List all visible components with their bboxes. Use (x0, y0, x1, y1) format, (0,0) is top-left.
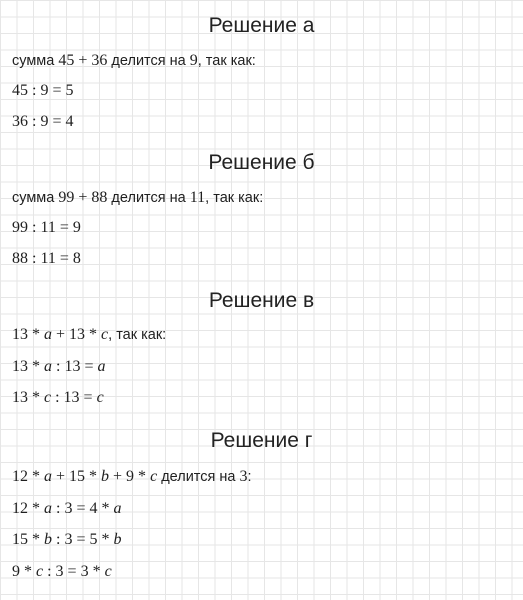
solution-line (12, 563, 112, 581)
line-text: сумма (12, 190, 59, 206)
math-variable: a (113, 500, 122, 517)
section-title-g: Решение г (210, 429, 313, 452)
math-text: + 9 * (109, 468, 151, 485)
math-variable: b (44, 531, 52, 548)
solution-line (12, 468, 252, 486)
section-title-b: Решение б (208, 151, 315, 174)
math-expression: 99 : 11 = 9 (12, 219, 81, 236)
math-number: 11 (189, 189, 206, 206)
math-variable: c (36, 563, 44, 580)
line-text: , так как: (197, 53, 256, 69)
math-text: 15 * (12, 531, 44, 548)
math-number: 3 (239, 468, 248, 485)
math-text: : 3 = 4 * (52, 500, 114, 517)
solution-line (12, 219, 81, 237)
solution-line (12, 389, 104, 407)
line-text: , так как: (108, 327, 167, 343)
math-text: 9 * (12, 563, 36, 580)
math-variable: c (150, 468, 158, 485)
line-text: делится на (107, 190, 190, 206)
math-text: : 13 = (52, 358, 98, 375)
math-expression: 45 : 9 = 5 (12, 82, 74, 99)
math-variable: a (97, 358, 106, 375)
math-variable: b (113, 531, 122, 548)
solution-line (12, 113, 73, 131)
solution-line (12, 82, 73, 100)
math-expression: 45 + 36 (58, 52, 108, 69)
solution-line (12, 189, 263, 207)
solution-line (12, 326, 166, 344)
math-variable: a (44, 468, 52, 485)
math-text: 12 * (12, 500, 44, 517)
line-text: делится на (157, 469, 240, 485)
math-variable: c (96, 389, 104, 406)
math-text: : 3 = 3 * (43, 563, 105, 580)
math-text: 13 * (12, 326, 44, 343)
math-variable: c (44, 389, 52, 406)
math-text: + 13 * (52, 326, 102, 343)
line-text: делится на (107, 53, 190, 69)
math-text: : 13 = (51, 389, 97, 406)
math-text: 13 * (12, 358, 44, 375)
math-number: 9 (189, 52, 198, 69)
solution-line (12, 500, 121, 518)
solution-line (12, 358, 105, 376)
line-text: сумма (12, 53, 59, 69)
math-variable: a (44, 358, 52, 375)
section-title-v: Решение в (208, 289, 315, 312)
math-variable: a (44, 500, 52, 517)
section-title-a: Решение а (208, 14, 315, 37)
math-variable: a (44, 326, 52, 343)
math-variable: c (104, 563, 112, 580)
solution-line (12, 531, 121, 549)
solution-line (12, 52, 256, 70)
line-text: : (247, 469, 252, 485)
math-text: 13 * (12, 389, 44, 406)
math-expression: 88 : 11 = 8 (12, 250, 81, 267)
math-text: : 3 = 5 * (52, 531, 114, 548)
math-variable: b (101, 468, 110, 485)
line-text: , так как: (205, 190, 264, 206)
solution-line (12, 250, 81, 268)
math-text: 12 * (12, 468, 44, 485)
math-text: + 15 * (52, 468, 102, 485)
math-expression: 99 + 88 (58, 189, 108, 206)
math-expression: 36 : 9 = 4 (12, 113, 74, 130)
math-variable: c (101, 326, 109, 343)
